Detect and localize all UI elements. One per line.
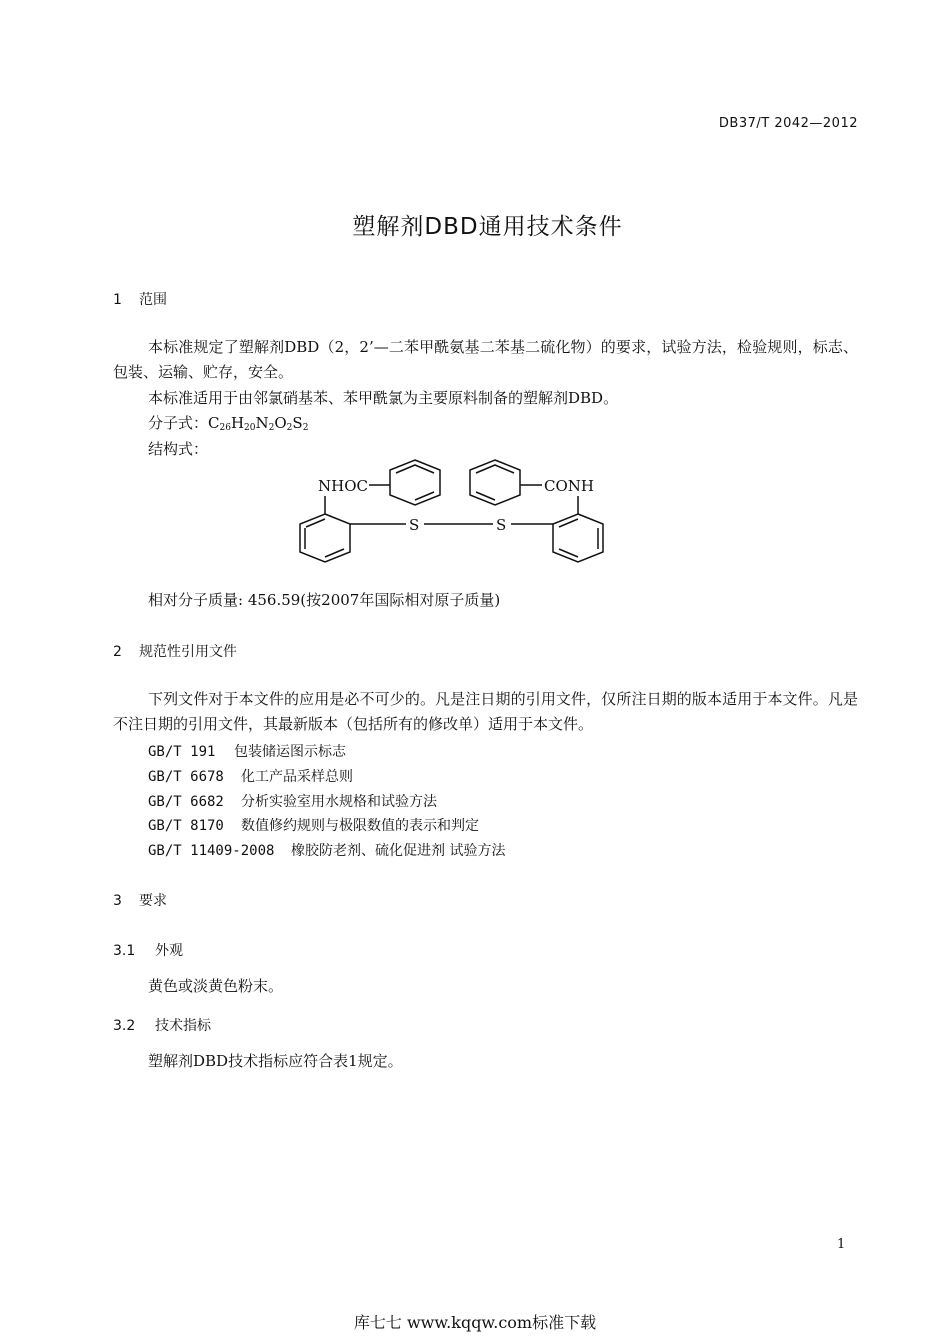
section-number: 2 — [113, 644, 122, 660]
reference-title: 包装储运图示标志 — [234, 744, 346, 760]
scope-application: 本标准适用于由邻氯硝基苯、苯甲酰氯为主要原料制备的塑解剂DBD。 — [148, 389, 619, 407]
section-3-heading — [113, 890, 167, 910]
section-title: 要求 — [139, 893, 167, 909]
formula-n: N — [255, 414, 269, 432]
reference-title: 橡胶防老剂、硫化促进剂 试验方法 — [291, 843, 506, 859]
scope-paragraph: 本标准规定了塑解剂DBD（2，2’—二苯甲酰氨基二苯基二硫化物）的要求，试验方法，检验规则，标志、包装、运输、贮存，安全。 — [113, 338, 858, 381]
benzene-ring-bottom-right — [553, 514, 603, 562]
conh-group-label: CONH — [544, 477, 594, 495]
page-number: 1 — [837, 1237, 846, 1252]
formula-c: C — [208, 414, 220, 432]
reference-item — [148, 791, 437, 811]
reference-code: GB/T 8170 — [148, 818, 224, 834]
structure-label: 结构式： — [148, 440, 209, 458]
formula-o: O — [274, 414, 287, 432]
molecular-mass: 相对分子质量: 456.59(按2007年国际相对原子质量) — [148, 591, 501, 609]
technical-index-text: 塑解剂DBD技术指标应符合表1规定。 — [148, 1052, 403, 1070]
benzene-ring-top-right — [470, 460, 520, 505]
formula-s-count: 2 — [302, 423, 309, 433]
formula-o-count: 2 — [286, 423, 293, 433]
formula-label: 分子式： — [148, 414, 209, 432]
reference-title: 分析实验室用水规格和试验方法 — [241, 794, 437, 810]
subsection-number: 3.1 — [113, 943, 136, 959]
reference-code: GB/T 191 — [148, 744, 216, 760]
formula-h-count: 20 — [244, 423, 256, 433]
reference-code: GB/T 11409-2008 — [148, 843, 275, 859]
appearance-text: 黄色或淡黄色粉末。 — [148, 977, 284, 995]
document-code: DB37/T 2042—2012 — [718, 116, 858, 131]
formula-c-count: 26 — [219, 423, 231, 433]
page-title: 塑解剂DBD通用技术条件 — [352, 214, 623, 240]
formula-s: S — [292, 414, 303, 432]
reference-title: 数值修约规则与极限数值的表示和判定 — [241, 818, 479, 834]
benzene-ring-top-left — [390, 460, 440, 505]
structural-formula — [290, 452, 620, 577]
section-number: 1 — [113, 292, 122, 308]
nhoc-group-label: NHOC — [318, 477, 368, 495]
reference-title: 化工产品采样总则 — [241, 769, 353, 785]
reference-item — [148, 815, 479, 835]
sulfur-right-label: S — [496, 516, 507, 534]
section-1-heading — [113, 289, 167, 309]
section-number: 3 — [113, 893, 122, 909]
sulfur-left-label: S — [409, 516, 420, 534]
subsection-title: 外观 — [155, 943, 183, 959]
section-2-heading — [113, 641, 237, 661]
normative-references-paragraph: 下列文件对于本文件的应用是必不可少的。凡是注日期的引用文件，仅所注日期的版本适用于本文件。凡是不注日期的引用文件，其最新版本（包括所有的修改单）适用于本文件。 — [113, 690, 858, 733]
reference-code: GB/T 6678 — [148, 769, 224, 785]
subsection-3-1-heading — [113, 940, 183, 960]
molecular-formula — [148, 413, 308, 438]
subsection-number: 3.2 — [113, 1018, 136, 1034]
section-title: 规范性引用文件 — [139, 644, 237, 660]
reference-item — [148, 766, 353, 786]
subsection-3-2-heading — [113, 1015, 211, 1035]
reference-item — [148, 741, 346, 761]
formula-h: H — [230, 414, 245, 432]
benzene-ring-bottom-left — [300, 514, 350, 562]
formula-n-count: 2 — [268, 423, 275, 433]
reference-item — [148, 840, 505, 860]
reference-code: GB/T 6682 — [148, 794, 224, 810]
section-title: 范围 — [139, 292, 167, 308]
footer-watermark: 库七七 www.kqqw.com标准下载 — [353, 1313, 597, 1332]
subsection-title: 技术指标 — [155, 1018, 211, 1034]
